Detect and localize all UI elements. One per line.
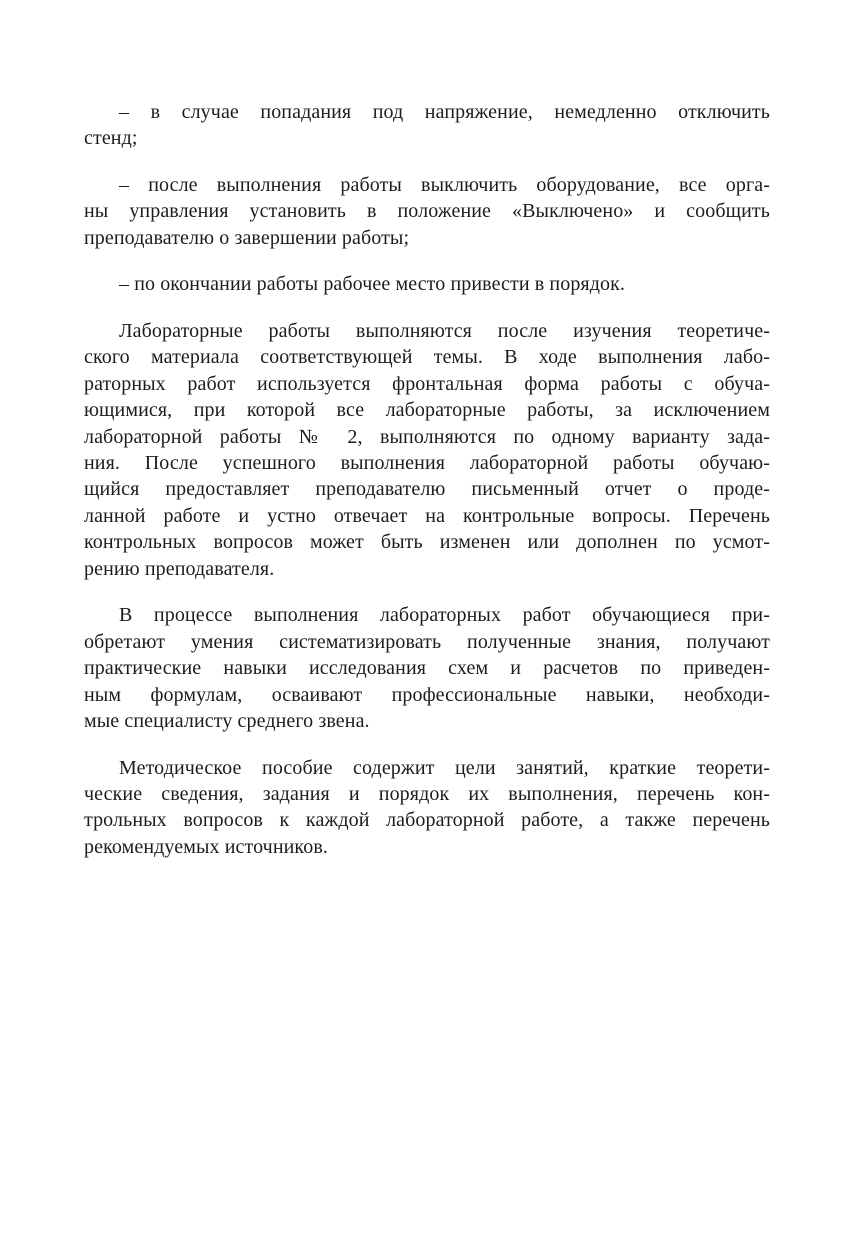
text-line: ния. После успешного выполнения лабораторной работы обучаю- <box>84 451 770 474</box>
text-line: – по окончании работы рабочее место привести в порядок. <box>119 273 626 296</box>
text-line: рению преподавателя. <box>84 557 275 580</box>
text-line: преподавателю о завершении работы; <box>84 226 410 249</box>
text-line: обретают умения систематизировать полученные знания, получают <box>84 630 770 653</box>
text-line: мые специалисту среднего звена. <box>84 710 370 733</box>
text-line: лабораторной работы № 2, выполняются по одному варианту зада- <box>84 425 770 448</box>
text-line: Методическое пособие содержит цели занятий, краткие теорети- <box>119 756 770 779</box>
text-line: трольных вопросов к каждой лабораторной работе, а также перечень <box>84 809 770 832</box>
text-line: ланной работе и устно отвечает на контрольные вопросы. Перечень <box>84 504 770 527</box>
text-line: ческие сведения, задания и порядок их выполнения, перечень кон- <box>84 782 770 805</box>
text-line: – в случае попадания под напряжение, немедленно отключить <box>119 101 770 123</box>
text-column <box>84 99 770 880</box>
text-line: контрольных вопросов может быть изменен или дополнен по усмот- <box>84 531 770 554</box>
text-line: стенд; <box>84 127 138 150</box>
text-line: щийся предоставляет преподавателю письменный отчет о проде- <box>84 478 770 501</box>
text-line: практические навыки исследования схем и расчетов по приведен- <box>84 657 770 680</box>
text-line: рекомендуемых источников. <box>84 835 328 858</box>
text-line: – после выполнения работы выключить оборудование, все орга- <box>119 173 770 196</box>
text-line: ющимися, при которой все лабораторные работы, за исключением <box>84 399 770 422</box>
text-line: ным формулам, осваивают профессиональные навыки, необходи- <box>84 683 770 706</box>
text-line: раторных работ используется фронтальная форма работы с обуча- <box>84 372 770 395</box>
text-line: В процессе выполнения лабораторных работ обучающиеся при- <box>119 604 770 627</box>
text-line: Лабораторные работы выполняются после изучения теоретиче- <box>119 319 770 342</box>
text-line: ны управления установить в положение «Выключено» и сообщить <box>84 200 770 223</box>
text-line: ского материала соответствующей темы. В ходе выполнения лабо- <box>84 346 770 369</box>
